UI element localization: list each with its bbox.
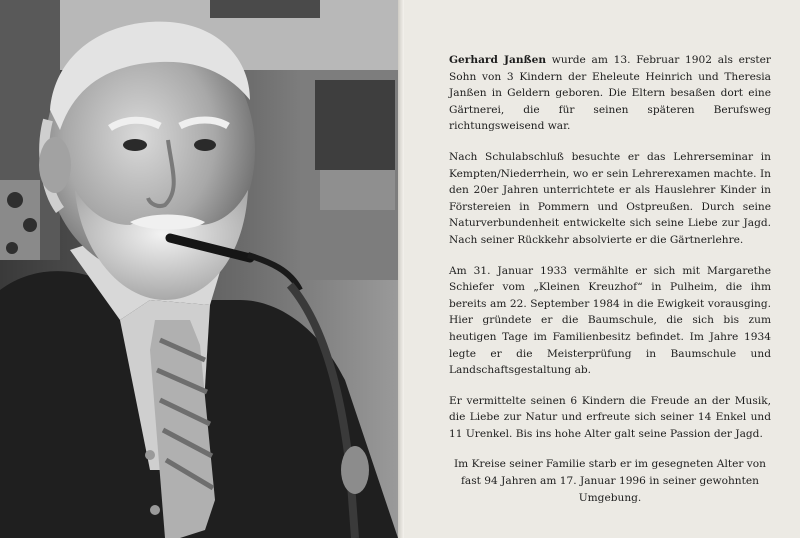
- portrait-illustration: [0, 0, 398, 538]
- paragraph-family: Er vermittelte seinen 6 Kindern die Freude an der Musik, die Liebe zur Natur und erfreute sich seiner 14 Enkel und 11 Urenkel. Bis ins hohe Alter galt seine Passion der Jagd.: [449, 394, 771, 440]
- paragraph-birth: [449, 52, 771, 135]
- portrait-photo: [0, 0, 398, 538]
- paragraph-birth-text: wurde am 13. Februar 1902 als erster Sohn von 3 Kindern der Eheleute Heinrich und Theresia Janßen in Geldern geboren. Die Eltern besaßen dort eine Gärtnerei, die für seinen späteren Berufsweg richtungsweisend war.: [449, 54, 771, 133]
- card-fold: [398, 0, 404, 538]
- deceased-name: Gerhard Janßen: [449, 54, 547, 66]
- paragraph-marriage: Am 31. Januar 1933 vermählte er sich mit Margarethe Schiefer vom „Kleinen Kreuzhof“ in Pulheim, die ihm bereits am 22. September 1984 in die Ewigkeit vorausging. Hier gründete er die Baumschule, die sich bis zum heutigen Tage im Familienbesitz befindet. Im Jahre 1934 legte er die Meisterprüfung in Baumschule und Landschaftsgestaltung ab.: [449, 264, 771, 377]
- paragraph-death: Im Kreise seiner Familie starb er im gesegneten Alter von fast 94 Jahren am 17. Januar 1996 in seiner gewohnten Umgebung.: [454, 458, 766, 504]
- obituary-text: [449, 52, 771, 520]
- paragraph-education: Nach Schulabschluß besuchte er das Lehrerseminar in Kempten/Niederrhein, wo er sein Lehrerexamen machte. In den 20er Jahren unterrichtete er als Hauslehrer Kinder in Förstereien in Pommern und Ostpreußen. Durch seine Naturverbundenheit entwickelte sich seine Liebe zur Jagd. Nach seiner Rückkehr absolvierte er die Gärtnerlehre.: [449, 150, 771, 246]
